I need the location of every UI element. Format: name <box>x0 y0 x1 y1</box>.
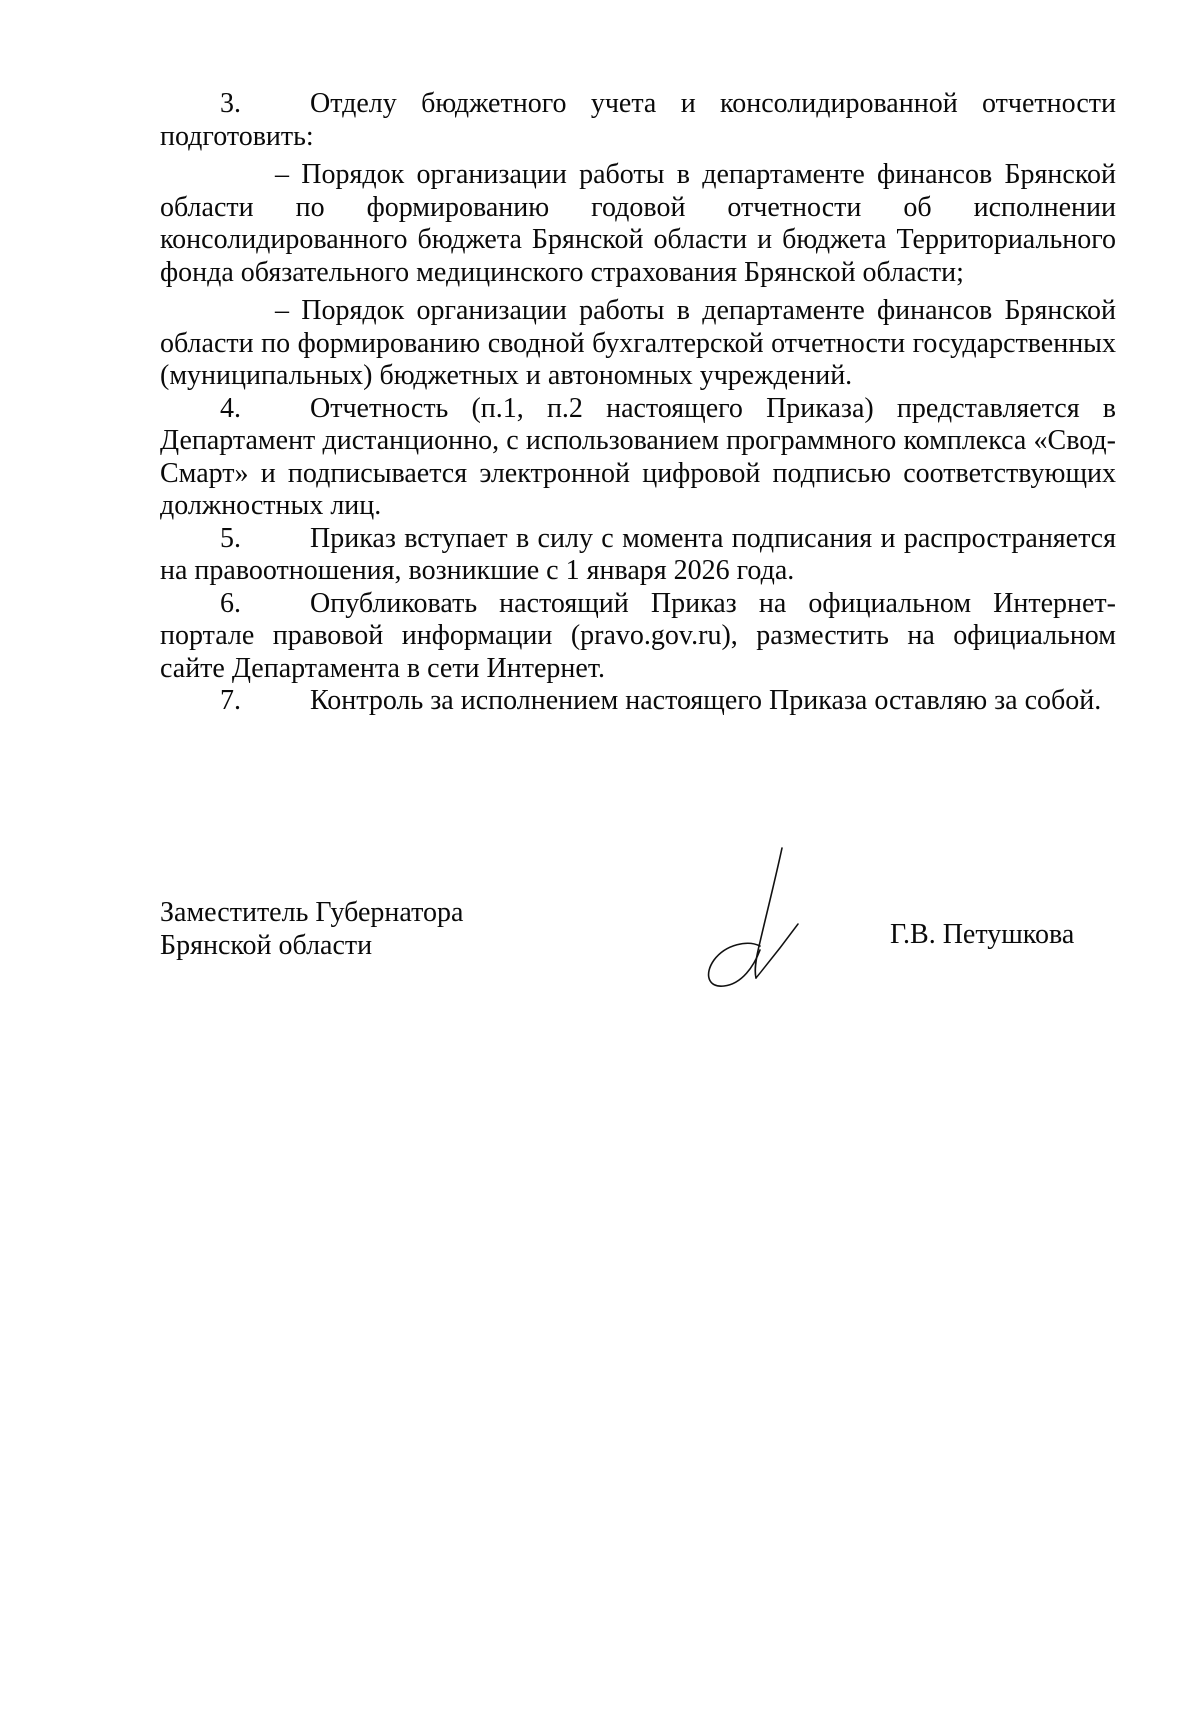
dash-item-2 <box>160 295 1116 393</box>
paragraph-4 <box>160 393 1116 523</box>
paragraph-6 <box>160 588 1116 686</box>
signatory-position <box>160 896 560 962</box>
paragraph-text: Контроль за исполнением настоящего Приказа оставляю за собой. <box>310 685 1102 716</box>
dash-item-text: Порядок организации работы в департаменте финансов Брянской области по формированию сводной бухгалтерской отчетности государственных (муниципальных) бюджетных и автономных учреждений. <box>160 295 1116 391</box>
position-line-1: Заместитель Губернатора <box>160 897 464 928</box>
paragraph-number: 6. <box>220 587 241 619</box>
signatory-name: Г.В. Петушкова <box>890 919 1075 950</box>
document-body <box>160 88 1116 718</box>
dash-mark: – <box>275 295 289 326</box>
paragraph-5 <box>160 523 1116 588</box>
paragraph-number: 4. <box>220 392 241 424</box>
paragraph-number: 7. <box>220 685 241 716</box>
paragraph-3 <box>160 88 1116 153</box>
paragraph-text: Приказ вступает в силу с момента подписания и распространяется на правоотношения, возникшие с 1 января 2026 года. <box>160 522 1116 586</box>
dash-item-text: Порядок организации работы в департаменте финансов Брянской области по формированию годовой отчетности об исполнении консолидированного бюджета Брянской области и бюджета Территориального фонда обязательного медицинского страхования Брянской области; <box>160 159 1116 288</box>
paragraph-number: 3. <box>220 88 241 119</box>
signature-block <box>160 896 1116 1006</box>
position-line-2: Брянской области <box>160 930 373 961</box>
paragraph-text: Опубликовать настоящий Приказ на официальном Интернет-портале правовой информации (pravo.gov.ru), разместить на официальном сайте Департамента в сети Интернет. <box>160 587 1116 684</box>
paragraph-text: Отделу бюджетного учета и консолидированной отчетности подготовить: <box>160 88 1116 152</box>
handwritten-signature <box>690 846 820 996</box>
paragraph-text: Отчетность (п.1, п.2 настоящего Приказа) представляется в Департамент дистанционно, с использованием программного комплекса «Свод-Смарт» и подписывается электронной цифровой подписью соответствующих должностных лиц. <box>160 392 1116 521</box>
dash-item-1 <box>160 159 1116 289</box>
paragraph-number: 5. <box>220 522 241 554</box>
paragraph-7 <box>160 685 1116 718</box>
dash-mark: – <box>275 159 289 190</box>
